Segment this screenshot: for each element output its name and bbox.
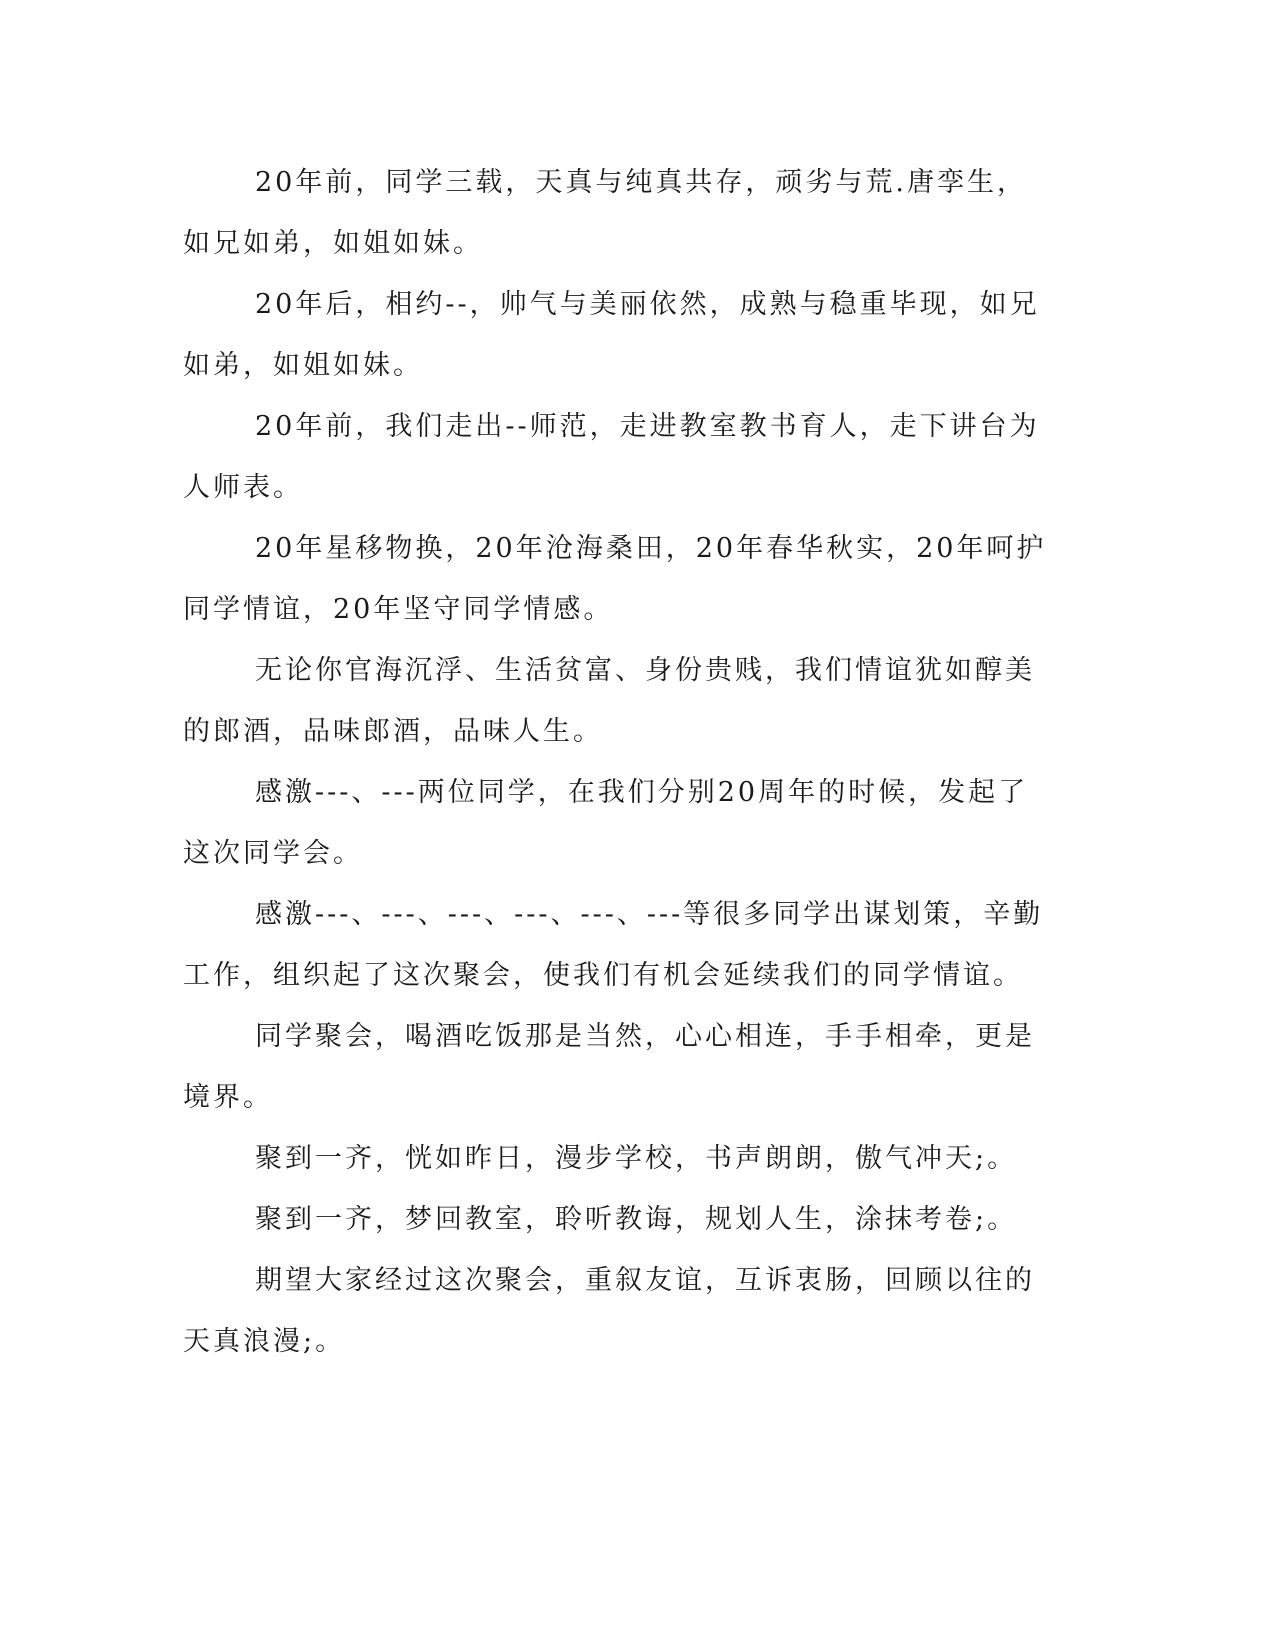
paragraph-5: 无论你官海沉浮、生活贫富、身份贵贱，我们情谊犹如醇美的郎酒，品味郎酒，品味人生。 [183, 655, 1035, 747]
paragraph-1: 20年前，同学三载，天真与纯真共存，顽劣与荒.唐孪生，如兄如弟，如姐如妹。 [183, 167, 1027, 259]
paragraph-2: 20年后，相约--，帅气与美丽依然，成熟与稳重毕现，如兄如弟，如姐如妹。 [183, 289, 1040, 381]
document-body [183, 152, 1053, 1372]
paragraph-8: 同学聚会，喝酒吃饭那是当然，心心相连，手手相牵，更是境界。 [183, 1021, 1035, 1113]
paragraph-6: 感激---、---两位同学，在我们分别20周年的时候，发起了这次同学会。 [183, 777, 1029, 869]
paragraph-9: 聚到一齐，恍如昨日，漫步学校，书声朗朗，傲气冲天;。 [255, 1143, 1018, 1174]
paragraph-4: 20年星移物换，20年沧海桑田，20年春华秋实，20年呵护同学情谊，20年坚守同学情感。 [183, 533, 1047, 625]
paragraph-7: 感激---、---、---、---、---、---等很多同学出谋划策，辛勤工作，组织起了这次聚会，使我们有机会延续我们的同学情谊。 [183, 899, 1044, 991]
paragraph-3: 20年前，我们走出--师范，走进教室教书育人，走下讲台为人师表。 [183, 411, 1040, 503]
paragraph-10: 聚到一齐，梦回教室，聆听教诲，规划人生，涂抹考卷;。 [255, 1204, 1018, 1235]
paragraph-11: 期望大家经过这次聚会，重叙友谊，互诉衷肠，回顾以往的天真浪漫;。 [183, 1265, 1035, 1357]
